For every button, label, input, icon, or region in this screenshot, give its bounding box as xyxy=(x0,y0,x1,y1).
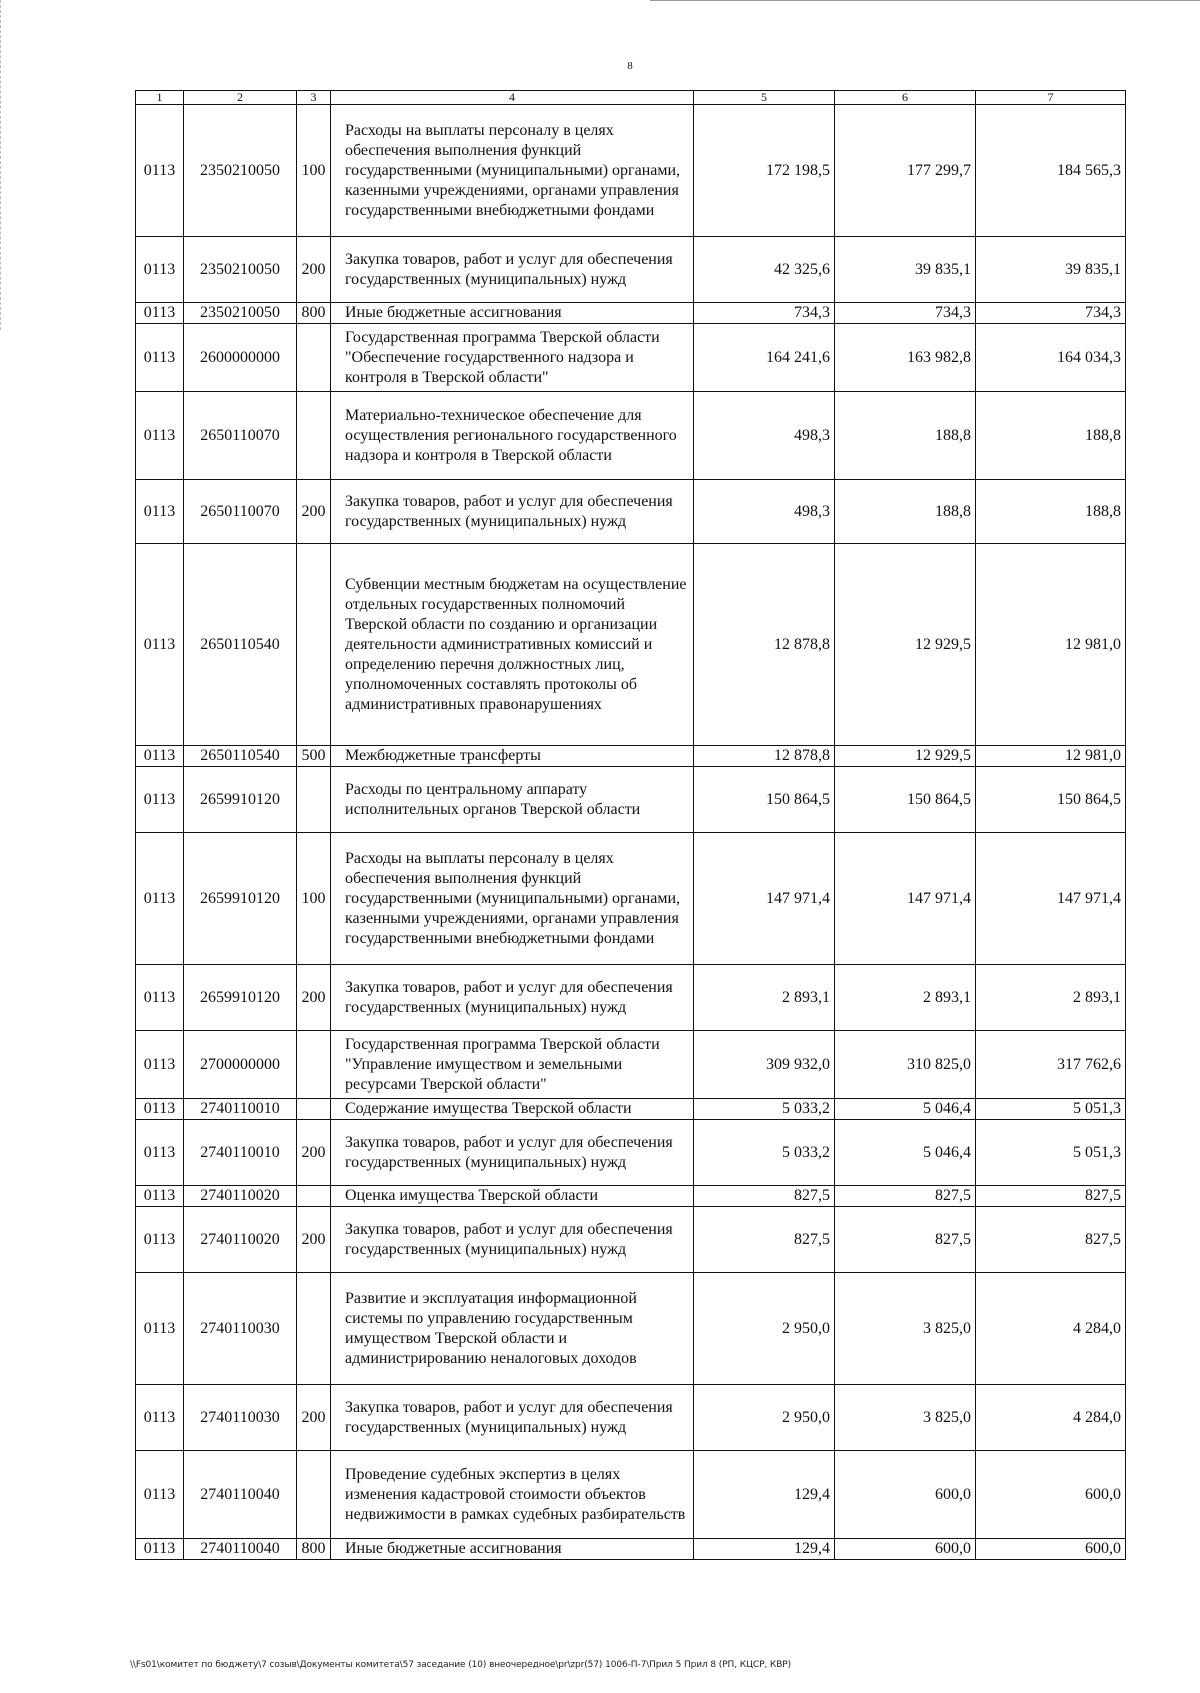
target-code: 2659910120 xyxy=(184,767,297,833)
table-row xyxy=(136,1385,1126,1451)
expense-type: 200 xyxy=(297,1120,331,1186)
value-col6: 150 864,5 xyxy=(835,767,976,833)
section-code: 0113 xyxy=(136,544,184,746)
expense-type xyxy=(297,1186,331,1207)
target-code: 2350210050 xyxy=(184,237,297,303)
table-header-row xyxy=(136,91,1126,105)
section-code: 0113 xyxy=(136,1273,184,1385)
target-code: 2740110030 xyxy=(184,1385,297,1451)
item-name: Межбюджетные трансферты xyxy=(331,746,694,767)
value-col6: 600,0 xyxy=(835,1451,976,1539)
value-col5: 2 950,0 xyxy=(694,1385,835,1451)
target-code: 2740110020 xyxy=(184,1207,297,1273)
item-name: Иные бюджетные ассигнования xyxy=(331,1539,694,1560)
value-col6: 5 046,4 xyxy=(835,1120,976,1186)
value-col7: 600,0 xyxy=(976,1451,1126,1539)
value-col7: 827,5 xyxy=(976,1186,1126,1207)
target-code: 2659910120 xyxy=(184,965,297,1031)
item-name: Закупка товаров, работ и услуг для обеспечения государственных (муниципальных) нужд xyxy=(331,237,694,303)
scan-edge-line xyxy=(650,0,1200,1)
item-name: Иные бюджетные ассигнования xyxy=(331,303,694,324)
value-col6: 188,8 xyxy=(835,480,976,544)
expense-type: 800 xyxy=(297,303,331,324)
expense-type xyxy=(297,1031,331,1099)
item-name: Закупка товаров, работ и услуг для обеспечения государственных (муниципальных) нужд xyxy=(331,480,694,544)
table-row xyxy=(136,1539,1126,1560)
section-code: 0113 xyxy=(136,767,184,833)
section-code: 0113 xyxy=(136,303,184,324)
section-code: 0113 xyxy=(136,965,184,1031)
column-header: 4 xyxy=(331,91,694,105)
item-name: Расходы на выплаты персоналу в целях обеспечения выполнения функций государственными (муниципальными) органами, казенными учреждениями, органами управления государственными внебюджетными фондами xyxy=(331,833,694,965)
value-col7: 827,5 xyxy=(976,1207,1126,1273)
section-code: 0113 xyxy=(136,746,184,767)
section-code: 0113 xyxy=(136,392,184,480)
section-code: 0113 xyxy=(136,1186,184,1207)
value-col7: 5 051,3 xyxy=(976,1120,1126,1186)
value-col7: 188,8 xyxy=(976,392,1126,480)
value-col7: 5 051,3 xyxy=(976,1099,1126,1120)
value-col6: 310 825,0 xyxy=(835,1031,976,1099)
section-code: 0113 xyxy=(136,833,184,965)
expense-type: 800 xyxy=(297,1539,331,1560)
item-name: Закупка товаров, работ и услуг для обеспечения государственных (муниципальных) нужд xyxy=(331,1120,694,1186)
item-name: Субвенции местным бюджетам на осуществление отдельных государственных полномочий Тверской области по созданию и организации деятельности административных комиссий и определению перечня должностных лиц, уполномоченных составлять протоколы об административных правонарушениях xyxy=(331,544,694,746)
value-col5: 5 033,2 xyxy=(694,1099,835,1120)
value-col5: 5 033,2 xyxy=(694,1120,835,1186)
table-row xyxy=(136,1451,1126,1539)
section-code: 0113 xyxy=(136,1451,184,1539)
value-col6: 12 929,5 xyxy=(835,746,976,767)
expense-type xyxy=(297,1099,331,1120)
value-col7: 4 284,0 xyxy=(976,1385,1126,1451)
item-name: Закупка товаров, работ и услуг для обеспечения государственных (муниципальных) нужд xyxy=(331,1385,694,1451)
value-col6: 177 299,7 xyxy=(835,105,976,237)
value-col7: 147 971,4 xyxy=(976,833,1126,965)
value-col7: 2 893,1 xyxy=(976,965,1126,1031)
value-col7: 317 762,6 xyxy=(976,1031,1126,1099)
target-code: 2350210050 xyxy=(184,303,297,324)
section-code: 0113 xyxy=(136,1099,184,1120)
target-code: 2740110040 xyxy=(184,1539,297,1560)
value-col7: 734,3 xyxy=(976,303,1126,324)
table-row xyxy=(136,303,1126,324)
item-name: Закупка товаров, работ и услуг для обеспечения государственных (муниципальных) нужд xyxy=(331,1207,694,1273)
value-col5: 827,5 xyxy=(694,1207,835,1273)
value-col5: 172 198,5 xyxy=(694,105,835,237)
value-col5: 12 878,8 xyxy=(694,544,835,746)
expense-type: 200 xyxy=(297,1207,331,1273)
expense-type: 200 xyxy=(297,1385,331,1451)
value-col6: 12 929,5 xyxy=(835,544,976,746)
section-code: 0113 xyxy=(136,1031,184,1099)
table-row xyxy=(136,1186,1126,1207)
value-col5: 129,4 xyxy=(694,1539,835,1560)
column-header: 3 xyxy=(297,91,331,105)
expense-type xyxy=(297,544,331,746)
page-number: 8 xyxy=(627,60,633,72)
column-header: 2 xyxy=(184,91,297,105)
value-col7: 12 981,0 xyxy=(976,544,1126,746)
item-name: Расходы по центральному аппарату исполнительных органов Тверской области xyxy=(331,767,694,833)
budget-table xyxy=(135,90,1126,1560)
section-code: 0113 xyxy=(136,105,184,237)
target-code: 2740110030 xyxy=(184,1273,297,1385)
table-row xyxy=(136,544,1126,746)
target-code: 2740110010 xyxy=(184,1120,297,1186)
value-col7: 600,0 xyxy=(976,1539,1126,1560)
target-code: 2650110540 xyxy=(184,746,297,767)
item-name: Проведение судебных экспертиз в целях изменения кадастровой стоимости объектов недвижимости в рамках судебных разбирательств xyxy=(331,1451,694,1539)
target-code: 2740110040 xyxy=(184,1451,297,1539)
section-code: 0113 xyxy=(136,1385,184,1451)
expense-type xyxy=(297,1451,331,1539)
value-col5: 147 971,4 xyxy=(694,833,835,965)
column-header: 5 xyxy=(694,91,835,105)
table-row xyxy=(136,392,1126,480)
value-col5: 150 864,5 xyxy=(694,767,835,833)
table-row xyxy=(136,1031,1126,1099)
value-col6: 2 893,1 xyxy=(835,965,976,1031)
section-code: 0113 xyxy=(136,1539,184,1560)
item-name: Оценка имущества Тверской области xyxy=(331,1186,694,1207)
value-col6: 147 971,4 xyxy=(835,833,976,965)
value-col5: 129,4 xyxy=(694,1451,835,1539)
value-col6: 163 982,8 xyxy=(835,324,976,392)
table-row xyxy=(136,833,1126,965)
value-col7: 4 284,0 xyxy=(976,1273,1126,1385)
expense-type: 100 xyxy=(297,105,331,237)
value-col6: 3 825,0 xyxy=(835,1385,976,1451)
value-col7: 164 034,3 xyxy=(976,324,1126,392)
column-header: 7 xyxy=(976,91,1126,105)
expense-type xyxy=(297,1273,331,1385)
table-row xyxy=(136,237,1126,303)
expense-type: 200 xyxy=(297,480,331,544)
expense-type xyxy=(297,392,331,480)
value-col6: 39 835,1 xyxy=(835,237,976,303)
value-col7: 188,8 xyxy=(976,480,1126,544)
scan-left-mark xyxy=(0,0,3,330)
section-code: 0113 xyxy=(136,1120,184,1186)
target-code: 2740110010 xyxy=(184,1099,297,1120)
value-col5: 164 241,6 xyxy=(694,324,835,392)
value-col6: 734,3 xyxy=(835,303,976,324)
table-row xyxy=(136,965,1126,1031)
section-code: 0113 xyxy=(136,480,184,544)
target-code: 2650110070 xyxy=(184,392,297,480)
item-name: Закупка товаров, работ и услуг для обеспечения государственных (муниципальных) нужд xyxy=(331,965,694,1031)
value-col5: 42 325,6 xyxy=(694,237,835,303)
value-col5: 2 950,0 xyxy=(694,1273,835,1385)
table-row xyxy=(136,480,1126,544)
value-col7: 39 835,1 xyxy=(976,237,1126,303)
expense-type: 200 xyxy=(297,965,331,1031)
column-header: 6 xyxy=(835,91,976,105)
table-row xyxy=(136,1273,1126,1385)
target-code: 2350210050 xyxy=(184,105,297,237)
value-col5: 827,5 xyxy=(694,1186,835,1207)
item-name: Государственная программа Тверской области "Обеспечение государственного надзора и контроля в Тверской области" xyxy=(331,324,694,392)
table-row xyxy=(136,1099,1126,1120)
value-col6: 827,5 xyxy=(835,1186,976,1207)
file-path-footer: \\Fs01\комитет по бюджету\7 созыв\Документы комитета\57 заседание (10) внеочередное\pr\zpr(57) 1006-П-7\Прил 5 Прил 8 (РП, КЦСР, КВР) xyxy=(130,1660,792,1670)
table-row xyxy=(136,1120,1126,1186)
target-code: 2600000000 xyxy=(184,324,297,392)
item-name: Содержание имущества Тверской области xyxy=(331,1099,694,1120)
value-col5: 498,3 xyxy=(694,392,835,480)
item-name: Развитие и эксплуатация информационной системы по управлению государственным имуществом Тверской области и администрированию неналоговых доходов xyxy=(331,1273,694,1385)
table-row xyxy=(136,105,1126,237)
item-name: Государственная программа Тверской области "Управление имуществом и земельными ресурсами Тверской области" xyxy=(331,1031,694,1099)
value-col7: 150 864,5 xyxy=(976,767,1126,833)
expense-type: 500 xyxy=(297,746,331,767)
value-col6: 5 046,4 xyxy=(835,1099,976,1120)
item-name: Расходы на выплаты персоналу в целях обеспечения выполнения функций государственными (муниципальными) органами, казенными учреждениями, органами управления государственными внебюджетными фондами xyxy=(331,105,694,237)
value-col7: 184 565,3 xyxy=(976,105,1126,237)
target-code: 2700000000 xyxy=(184,1031,297,1099)
value-col6: 827,5 xyxy=(835,1207,976,1273)
value-col5: 734,3 xyxy=(694,303,835,324)
section-code: 0113 xyxy=(136,237,184,303)
value-col5: 12 878,8 xyxy=(694,746,835,767)
table-row xyxy=(136,1207,1126,1273)
target-code: 2740110020 xyxy=(184,1186,297,1207)
column-header: 1 xyxy=(136,91,184,105)
expense-type xyxy=(297,324,331,392)
value-col6: 600,0 xyxy=(835,1539,976,1560)
target-code: 2659910120 xyxy=(184,833,297,965)
section-code: 0113 xyxy=(136,1207,184,1273)
section-code: 0113 xyxy=(136,324,184,392)
value-col6: 3 825,0 xyxy=(835,1273,976,1385)
expense-type: 200 xyxy=(297,237,331,303)
item-name: Материально-техническое обеспечение для осуществления регионального государственного надзора и контроля в Тверской области xyxy=(331,392,694,480)
value-col5: 2 893,1 xyxy=(694,965,835,1031)
expense-type xyxy=(297,767,331,833)
table-row xyxy=(136,767,1126,833)
value-col5: 498,3 xyxy=(694,480,835,544)
value-col6: 188,8 xyxy=(835,392,976,480)
target-code: 2650110070 xyxy=(184,480,297,544)
expense-type: 100 xyxy=(297,833,331,965)
target-code: 2650110540 xyxy=(184,544,297,746)
value-col7: 12 981,0 xyxy=(976,746,1126,767)
value-col5: 309 932,0 xyxy=(694,1031,835,1099)
table-row xyxy=(136,324,1126,392)
table-row xyxy=(136,746,1126,767)
